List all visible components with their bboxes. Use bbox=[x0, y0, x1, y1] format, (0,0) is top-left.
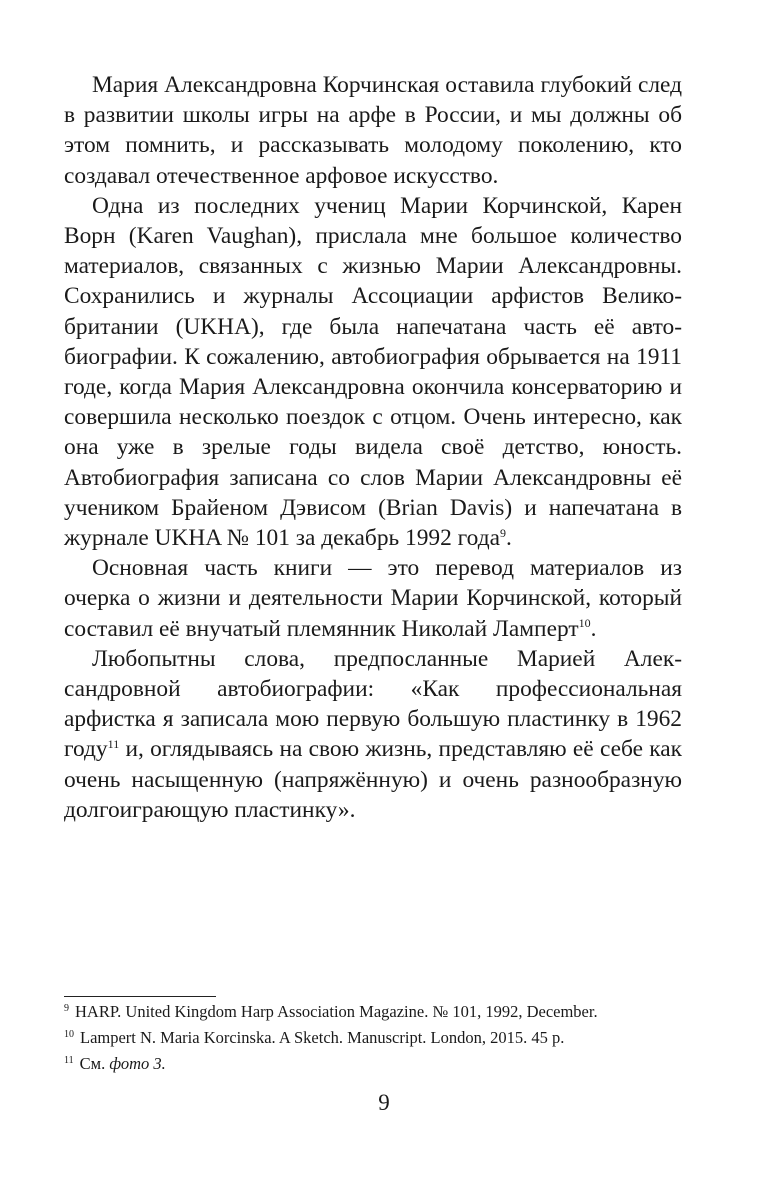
footnotes bbox=[64, 1000, 704, 1078]
footnote-ref-10[interactable]: 10 bbox=[578, 616, 591, 631]
footnote-number: 9 bbox=[64, 1003, 69, 1014]
footnote-11 bbox=[64, 1052, 704, 1078]
paragraph-3 bbox=[64, 553, 682, 644]
paragraph-text: Одна из последних учениц Марии Корчинской, Карен Ворн (Karen Vaughan), прислала мне большое количество материалов, связанных с жизнью Марии Александровны. Сохранились и журналы Ассоциации арфистов Великобритании (UKHA), где была напечатана часть её автобиографии. К сожалению, автобиография обрывается на 1911 годе, когда Мария Александровна окончила консерваторию и совершила несколько поездок с отцом. Очень интересно, как она уже в зрелые годы видела своё детство, юность. Автобиография записана со слов Марии Александровны её учеником Брайеном Дэвисом (Brian Davis) и напечатана в журнале UKHA № 101 за декабрь 1992 года bbox=[64, 192, 682, 552]
paragraph-text: Любопытны слова, предпосланные Марией Александровной автобиографии: «Как профессиональная арфистка я записала мою первую большую пластинку в 1962 году bbox=[64, 645, 682, 763]
paragraph-text-tail: . bbox=[590, 615, 597, 642]
footnote-9 bbox=[64, 1000, 704, 1026]
footnote-italic-text: фото 3. bbox=[109, 1054, 166, 1073]
paragraph-text-tail: и, оглядываясь на свою жизнь, представляю её себе как очень насыщенную (напряжённую) и очень разнообразную долгоиграющую пластинку». bbox=[64, 736, 682, 823]
paragraph-text: Мария Александровна Корчинская оставила глубокий след в развитии школы игры на арфе в России, и мы должны об этом помнить, и рассказывать молодому поколению, кто создавал отечественное арфовое искусство. bbox=[64, 72, 682, 189]
footnote-text: HARP. United Kingdom Harp Association Magazine. № 101, 1992, December. bbox=[75, 1002, 598, 1021]
paragraph-4 bbox=[64, 644, 682, 825]
footnote-divider bbox=[64, 996, 216, 997]
footnote-number: 10 bbox=[64, 1029, 74, 1040]
footnote-text: См. bbox=[79, 1054, 110, 1073]
paragraph-1 bbox=[64, 70, 682, 191]
paragraph-text: Основная часть книги — это перевод материалов из очерка о жизни и деятельности Марии Корчинской, который составил её внучатый племянник Николай Ламперт bbox=[64, 555, 682, 642]
footnote-ref-11[interactable]: 11 bbox=[107, 737, 120, 752]
page-number: 9 bbox=[378, 1090, 390, 1115]
paragraph-2 bbox=[64, 191, 682, 553]
footnote-text: Lampert N. Maria Korcinska. A Sketch. Manuscript. London, 2015. 45 p. bbox=[80, 1028, 565, 1047]
footnote-10 bbox=[64, 1026, 704, 1052]
footnote-ref-9[interactable]: 9 bbox=[499, 525, 506, 540]
footnote-number: 11 bbox=[64, 1055, 74, 1066]
paragraph-text-tail: . bbox=[505, 525, 512, 552]
main-text bbox=[64, 70, 682, 825]
